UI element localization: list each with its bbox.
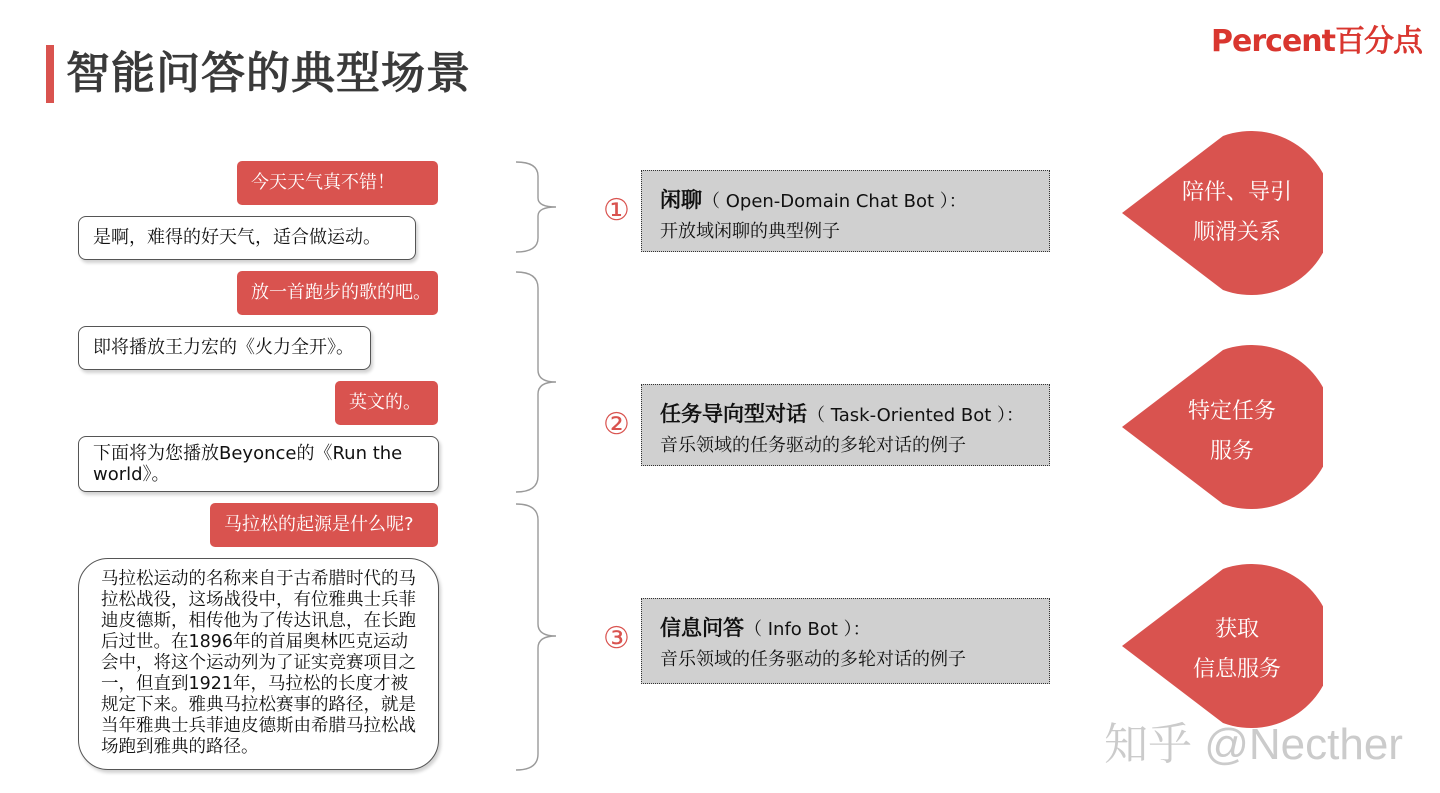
scenario-card-3 [641,598,1050,684]
group-brace-1 [512,160,562,254]
scenario-number-2: ② [603,407,630,442]
chat-answer-2: 即将播放王力宏的《火力全开》。 [78,326,371,370]
scenario-number-3: ③ [603,621,630,656]
chat-question-1: 今天天气真不错！ [237,161,438,205]
scenario-drop-2-line-2: 服务 [1209,439,1254,464]
scenario-desc-3: 音乐领域的任务驱动的多轮对话的例子 [660,649,966,670]
scenario-drop-2-line-1: 特定任务 [1187,399,1276,424]
scenario-card-1 [641,170,1050,252]
scenario-title-2: 任务导向型对话 [660,402,807,426]
page-title: 智能问答的典型场景 [66,48,471,99]
scenario-subtitle-2: （ Task-Oriented Bot ）： [807,405,1025,426]
chat-question-3: 英文的。 [335,381,438,425]
scenario-subtitle-3: （ Info Bot ）： [744,619,871,640]
scenario-card-2 [641,384,1050,466]
group-brace-3 [512,502,562,772]
scenario-subtitle-1: （ Open-Domain Chat Bot ）： [702,191,967,212]
scenario-drop-2-label [1152,392,1312,472]
chat-answer-3-line-2: world》。 [93,464,170,485]
chat-answer-1: 是啊，难得的好天气，适合做运动。 [78,216,416,260]
brand-logo: Percent百分点 [1211,24,1422,59]
chat-question-4: 马拉松的起源是什么呢? [210,503,438,547]
chat-answer-3-line-1: 下面将为您播放Beyonce的《Run the [93,443,403,464]
scenario-drop-1-line-2: 顺滑关系 [1192,220,1281,245]
chat-question-2: 放一首跑步的歌的吧。 [237,271,438,315]
scenario-title-3: 信息问答 [660,616,744,640]
watermark: 知乎 @Necther [1104,720,1403,769]
scenario-desc-2: 音乐领域的任务驱动的多轮对话的例子 [660,435,966,456]
group-brace-2 [512,270,562,494]
scenario-drop-1-line-1: 陪伴、导引 [1181,180,1292,205]
scenario-drop-3-line-2: 信息服务 [1192,657,1281,682]
title-accent-bar [46,45,54,103]
scenario-title-1: 闲聊 [660,188,702,212]
scenario-drop-1-label [1157,173,1317,253]
chat-answer-4: 马拉松运动的名称来自于古希腊时代的马拉松战役，这场战役中，有位雅典士兵菲迪皮德斯，相传他为了传达讯息，在长跑后过世。在1896年的首届奥林匹克运动会中，将这个运动列为了证实竞赛项目之一，但直到1921年，马拉松的长度才被规定下来。雅典马拉松赛事的路径，就是当年雅典士兵菲迪皮德斯由希腊马拉松战场跑到雅典的路径。 [78,558,439,770]
scenario-drop-3-label [1157,610,1317,690]
chat-answer-3 [78,436,439,492]
scenario-drop-3-line-1: 获取 [1214,617,1259,642]
scenario-desc-1: 开放域闲聊的典型例子 [660,221,840,242]
scenario-number-1: ① [603,193,630,228]
